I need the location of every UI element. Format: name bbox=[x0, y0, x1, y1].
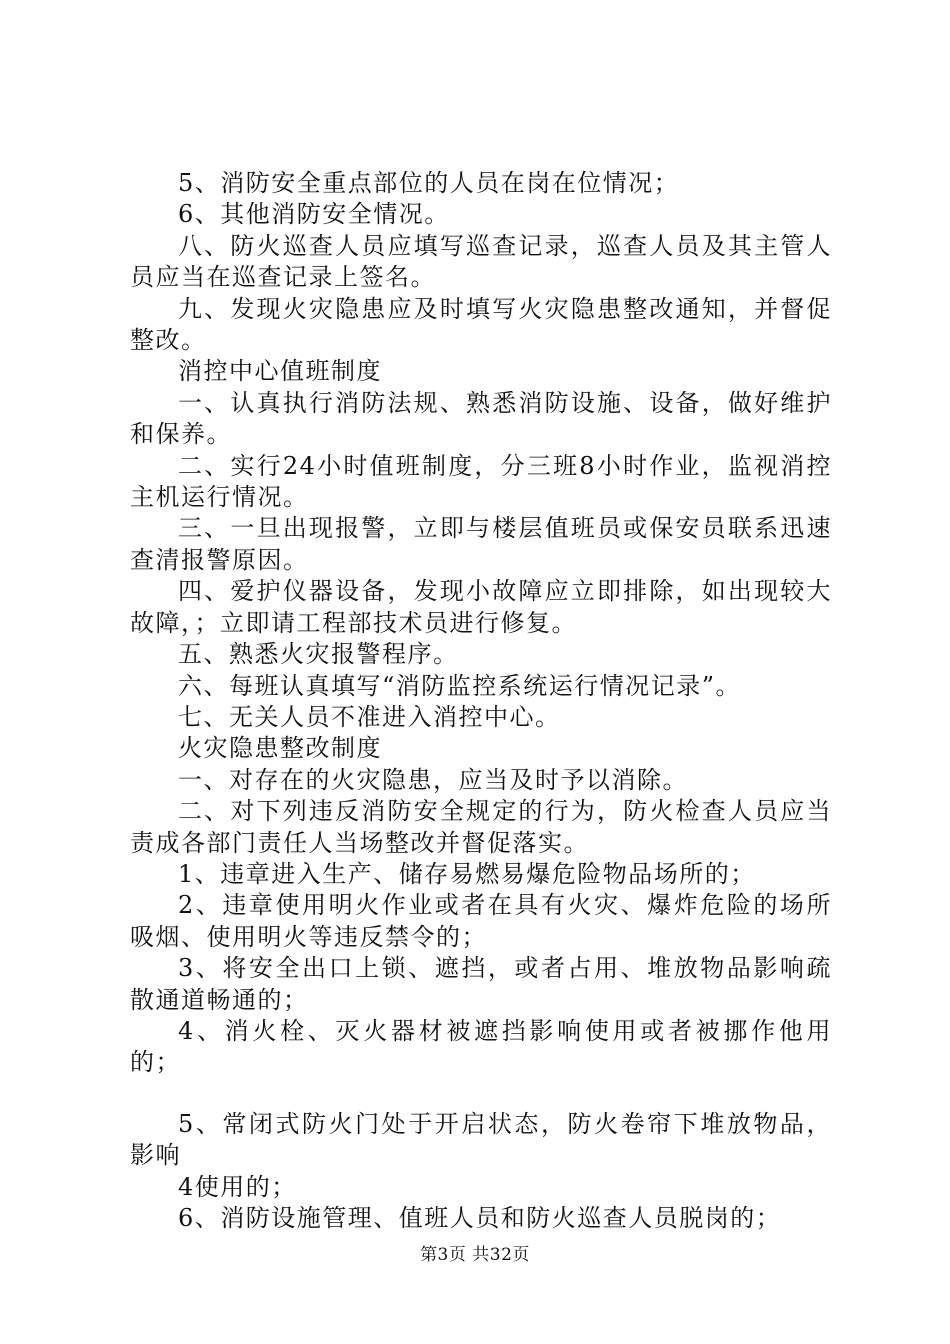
paragraph: 一、对存在的火灾隐患，应当及时予以消除。 bbox=[178, 765, 688, 794]
section-heading-hazard-rectification: 火灾隐患整改制度 bbox=[178, 734, 382, 763]
paragraph: 八、防火巡查人员应填写巡查记录，巡查人员及其主管人员应当在巡查记录上签名。 bbox=[130, 231, 832, 292]
paragraph: 4使用的； bbox=[178, 1172, 297, 1201]
paragraph: 三、一旦出现报警，立即与楼层值班员或保安员联系迅速查清报警原因。 bbox=[130, 514, 832, 574]
list-item: 6、消防设施管理、值班人员和防火巡查人员脱岗的； bbox=[178, 1204, 782, 1232]
list-item: 4、消火栓、灭火器材被遮挡影响使用或者被挪作他用的； bbox=[130, 1016, 832, 1077]
paragraph: 五、熟悉火灾报警程序。 bbox=[178, 640, 459, 669]
paragraph: 二、实行24小时值班制度，分三班8小时作业，监视消控主机运行情况。 bbox=[130, 451, 832, 512]
list-item: 5、常闭式防火门处于开启状态，防火卷帘下堆放物品，影响 bbox=[130, 1109, 832, 1170]
paragraph: 一、认真执行消防法规、熟悉消防设施、设备，做好维护和保养。 bbox=[130, 388, 832, 449]
list-item: 2、违章使用明火作业或者在具有火灾、爆炸危险的场所吸烟、使用明火等违反禁令的； bbox=[130, 891, 832, 951]
paragraph: 6、其他消防安全情况。 bbox=[178, 200, 450, 229]
section-heading-fire-control-duty: 消控中心值班制度 bbox=[178, 357, 382, 386]
paragraph: 九、发现火灾隐患应及时填写火灾隐患整改通知，并督促整改。 bbox=[130, 294, 832, 355]
list-item: 3、将安全出口上锁、遮挡，或者占用、堆放物品影响疏散通道畅通的； bbox=[130, 954, 832, 1014]
paragraph: 5、消防安全重点部位的人员在岗在位情况； bbox=[178, 169, 680, 197]
document-body bbox=[130, 168, 832, 1234]
paragraph: 六、每班认真填写“消防监控系统运行情况记录”。 bbox=[178, 671, 742, 700]
paragraph: 二、对下列违反消防安全规定的行为，防火检查人员应当责成各部门责任人当场整改并督促落实。 bbox=[130, 797, 832, 857]
paragraph: 四、爱护仪器设备，发现小故障应立即排除，如出现较大故障，；立即请工程部技术员进行修复。 bbox=[130, 577, 832, 637]
page-number-footer: 第3页 共32页 bbox=[420, 1245, 530, 1265]
paragraph: 七、无关人员不准进入消控中心。 bbox=[178, 702, 561, 731]
list-item: 1、违章进入生产、储存易燃易爆危险物品场所的； bbox=[178, 859, 756, 888]
